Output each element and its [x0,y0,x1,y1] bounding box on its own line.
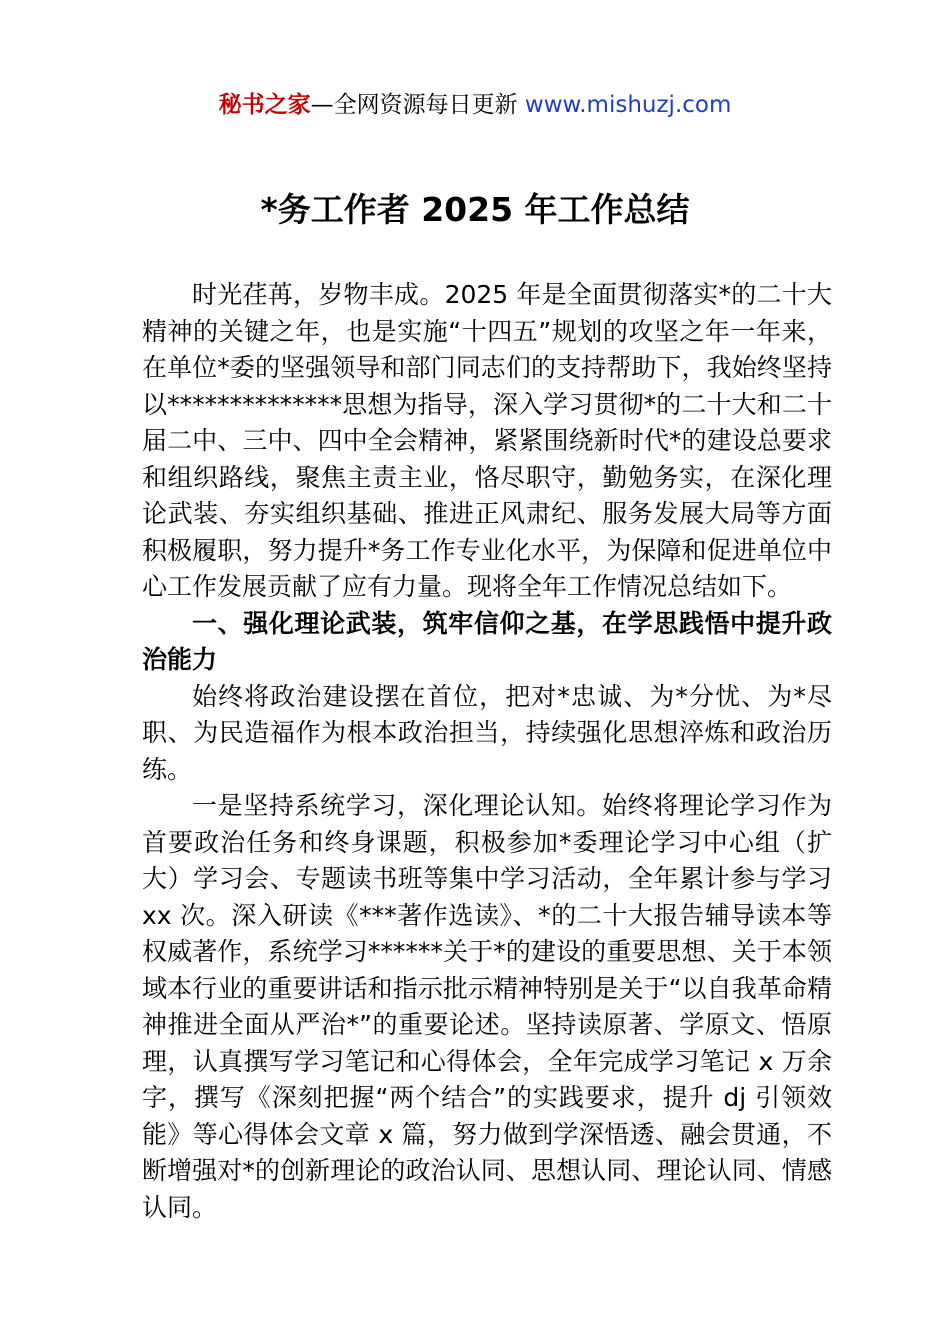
site-url-link[interactable]: www.mishuzj.com [524,92,732,118]
section-1-paragraph: 始终将政治建设摆在首位，把对*忠诚、为*分忧、为*尽职、为民造福作为根本政治担当，持续强化思想淬炼和政治历练。 [142,681,832,784]
brand-name: 秘书之家 [218,92,311,118]
site-header [0,88,950,122]
intro-paragraph: 时光荏苒，岁物丰成。2025 年是全面贯彻落实*的二十大精神的关键之年，也是实施“十四五”规划的攻坚之年一年来，在单位*委的坚强领导和部门同志们的支持帮助下，我始终坚持以**************思想为指导，深入学习贯彻*的二十大和二十届二中、三中、四中全会精神，紧紧围绕新时代*的建设总要求和组织路线，聚焦主责主业，恪尽职守，勤勉务实，在深化理论武装、夯实组织基础、推进正风肃纪、服务发展大局等方面积极履职，努力提升*务工作专业化水平，为保障和促进单位中心工作发展贡献了应有力量。现将全年工作情况总结如下。 [142,280,832,601]
document-body [142,277,832,1226]
section-heading-1: 一、强化理论武装，筑牢信仰之基，在学思践悟中提升政治能力 [142,608,832,674]
section-1-item-1: 一是坚持系统学习，深化理论认知。始终将理论学习作为首要政治任务和终身课题，积极参加*委理论学习中心组（扩大）学习会、专题读书班等集中学习活动，全年累计参与学习 xx 次。深入研读《***著作选读》、*的二十大报告辅导读本等权威著作，系统学习******关于*的建设的重要思想、关于本领域本行业的重要讲话和指示批示精神特别是关于“以自我革命精神推进全面从严治*”的重要论述。坚持读原著、学原文、悟原理，认真撰写学习笔记和心得体会，全年完成学习笔记 x 万余字，撰写《深刻把握“两个结合”的实践要求，提升 dj 引领效能》等心得体会文章 x 篇，努力做到学深悟透、融会贯通，不断增强对*的创新理论的政治认同、思想认同、理论认同、情感认同。 [142,791,832,1222]
header-tagline: —全网资源每日更新 [310,92,525,118]
document-title: *务工作者 2025 年工作总结 [260,190,690,229]
